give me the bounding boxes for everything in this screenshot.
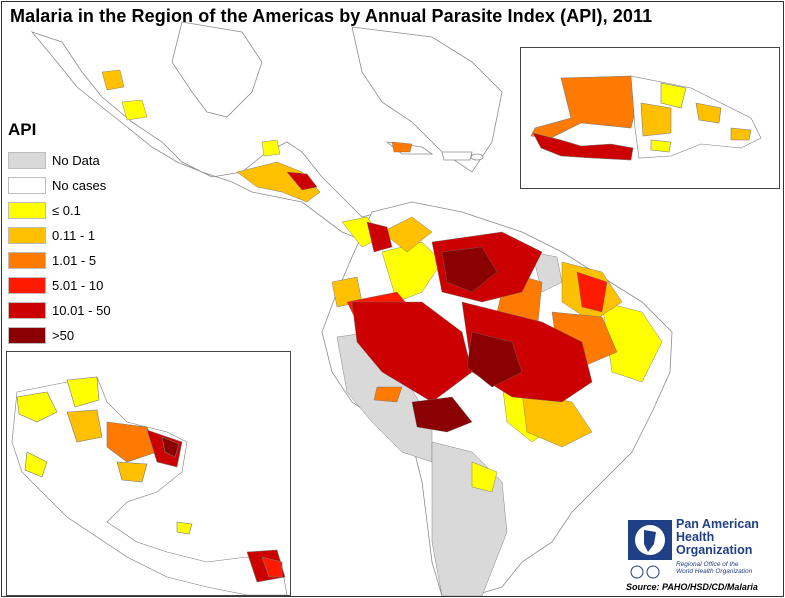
legend-item-1-01-5 xyxy=(8,248,111,273)
legend-label: No Data xyxy=(52,153,100,168)
inset-map-hispaniola xyxy=(520,47,780,189)
central-america-map xyxy=(7,352,290,595)
map-title: Malaria in the Region of the Americas by Annual Parasite Index (API), 2011 xyxy=(10,6,653,26)
legend-label: 0.11 - 1 xyxy=(52,228,96,243)
inset-map-central-america xyxy=(6,351,291,596)
legend-item-0-11-1 xyxy=(8,223,111,248)
legend-swatch xyxy=(8,177,46,194)
legend-item-10-01-50 xyxy=(8,298,111,323)
legend-swatch xyxy=(8,252,46,269)
legend-swatch xyxy=(8,302,46,319)
legend-item-no-data xyxy=(8,148,111,173)
org-sub-line: World Health Organization xyxy=(676,568,753,575)
org-sub-line: Regional Office of the xyxy=(676,561,739,568)
legend-label: ≤ 0.1 xyxy=(52,203,81,218)
org-name-line: Organization xyxy=(676,543,753,557)
legend-swatch xyxy=(8,227,46,244)
legend-label: No cases xyxy=(52,178,107,193)
hispaniola-map xyxy=(521,48,779,188)
legend-item-gt-50 xyxy=(8,323,111,348)
legend-label: 5.01 - 10 xyxy=(52,278,104,293)
source-credit: Source: PAHO/HSD/CD/Malaria xyxy=(626,582,758,592)
organization-name xyxy=(676,518,759,557)
legend-label: >50 xyxy=(52,328,75,343)
legend-item-5-01-10 xyxy=(8,273,111,298)
legend-item-le-0-1 xyxy=(8,198,111,223)
map-frame xyxy=(1,1,784,597)
org-name-line: Pan American xyxy=(676,517,759,531)
legend-item-no-cases xyxy=(8,173,111,198)
organization-subtitle xyxy=(676,561,752,575)
legend-swatch xyxy=(8,277,46,294)
legend-label: 1.01 - 5 xyxy=(52,253,97,268)
legend-swatch xyxy=(8,152,46,169)
legend xyxy=(8,120,111,348)
legend-label: 10.01 - 50 xyxy=(52,303,111,318)
legend-title: API xyxy=(8,120,37,139)
legend-swatch xyxy=(8,327,46,344)
org-name-line: Health xyxy=(676,530,715,544)
legend-swatch xyxy=(8,202,46,219)
